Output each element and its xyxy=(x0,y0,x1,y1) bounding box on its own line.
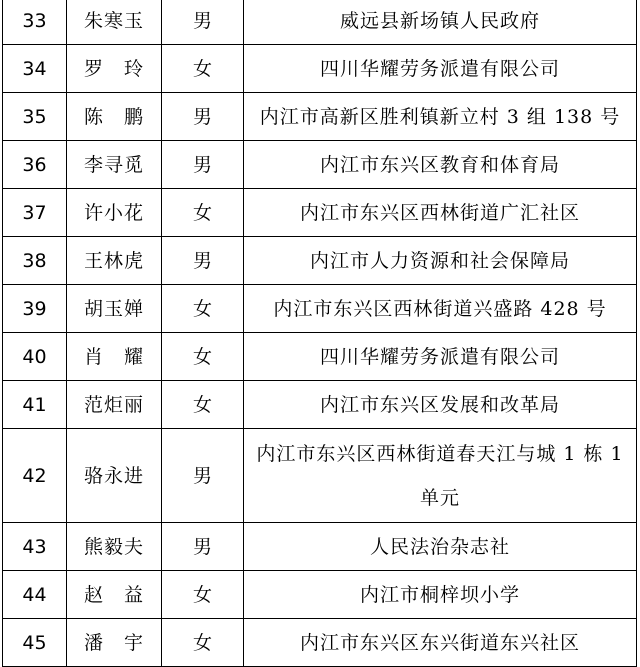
person-sex: 男 xyxy=(162,523,244,571)
person-unit: 四川华耀劳务派遣有限公司 xyxy=(244,333,637,381)
person-unit: 内江市人力资源和社会保障局 xyxy=(244,237,637,285)
row-number: 41 xyxy=(3,381,67,429)
person-unit: 内江市东兴区发展和改革局 xyxy=(244,381,637,429)
person-name: 李寻觅 xyxy=(67,141,162,189)
person-name: 赵 益 xyxy=(67,571,162,619)
person-name: 罗 玲 xyxy=(67,45,162,93)
table-row xyxy=(3,333,637,381)
table-row xyxy=(3,429,637,523)
person-unit: 内江市桐梓坝小学 xyxy=(244,571,637,619)
person-name: 肖 耀 xyxy=(67,333,162,381)
person-unit: 内江市东兴区东兴街道东兴社区 xyxy=(244,619,637,667)
table-row xyxy=(3,189,637,237)
person-sex: 男 xyxy=(162,0,244,45)
table-row xyxy=(3,523,637,571)
person-sex: 女 xyxy=(162,45,244,93)
person-name: 朱寒玉 xyxy=(67,0,162,45)
person-unit: 内江市高新区胜利镇新立村 3 组 138 号 xyxy=(244,93,637,141)
person-sex: 女 xyxy=(162,619,244,667)
person-sex: 男 xyxy=(162,93,244,141)
row-number: 38 xyxy=(3,237,67,285)
table-row xyxy=(3,285,637,333)
table-row xyxy=(3,141,637,189)
row-number: 45 xyxy=(3,619,67,667)
person-name: 熊毅夫 xyxy=(67,523,162,571)
row-number: 34 xyxy=(3,45,67,93)
person-name: 王林虎 xyxy=(67,237,162,285)
person-unit: 内江市东兴区西林街道兴盛路 428 号 xyxy=(244,285,637,333)
table-row xyxy=(3,381,637,429)
person-unit: 人民法治杂志社 xyxy=(244,523,637,571)
table-row xyxy=(3,571,637,619)
person-sex: 男 xyxy=(162,237,244,285)
table-row xyxy=(3,93,637,141)
row-number: 35 xyxy=(3,93,67,141)
person-sex: 女 xyxy=(162,285,244,333)
person-sex: 女 xyxy=(162,333,244,381)
person-sex: 女 xyxy=(162,571,244,619)
row-number: 39 xyxy=(3,285,67,333)
person-name: 骆永进 xyxy=(67,429,162,523)
person-name: 许小花 xyxy=(67,189,162,237)
person-sex: 女 xyxy=(162,189,244,237)
person-unit: 威远县新场镇人民政府 xyxy=(244,0,637,45)
person-name: 范炬丽 xyxy=(67,381,162,429)
row-number: 36 xyxy=(3,141,67,189)
table-row xyxy=(3,619,637,667)
person-name: 胡玉婵 xyxy=(67,285,162,333)
table-row xyxy=(3,0,637,45)
roster-table xyxy=(2,0,637,667)
row-number: 33 xyxy=(3,0,67,45)
person-name: 潘 宇 xyxy=(67,619,162,667)
table-row xyxy=(3,237,637,285)
person-unit: 四川华耀劳务派遣有限公司 xyxy=(244,45,637,93)
person-unit: 内江市东兴区西林街道春天江与城 1 栋 1 单元 xyxy=(244,429,637,523)
person-unit: 内江市东兴区教育和体育局 xyxy=(244,141,637,189)
person-name: 陈 鹏 xyxy=(67,93,162,141)
row-number: 40 xyxy=(3,333,67,381)
person-sex: 男 xyxy=(162,429,244,523)
table-row xyxy=(3,45,637,93)
person-unit: 内江市东兴区西林街道广汇社区 xyxy=(244,189,637,237)
row-number: 43 xyxy=(3,523,67,571)
person-sex: 女 xyxy=(162,381,244,429)
person-sex: 男 xyxy=(162,141,244,189)
row-number: 37 xyxy=(3,189,67,237)
row-number: 42 xyxy=(3,429,67,523)
row-number: 44 xyxy=(3,571,67,619)
